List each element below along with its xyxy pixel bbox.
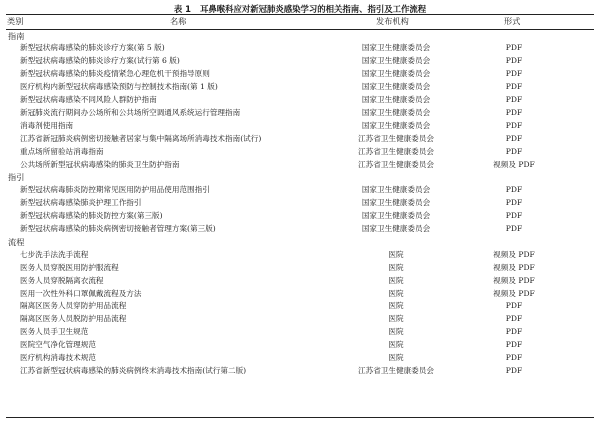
table-row	[0, 210, 600, 223]
format: PDF	[505, 69, 523, 79]
table-row	[0, 197, 600, 210]
header-name: 名称	[170, 16, 187, 26]
format: PDF	[505, 56, 523, 66]
header-category: 类别	[7, 16, 24, 26]
format: PDF	[505, 95, 523, 104]
table-row	[0, 223, 600, 236]
publisher: 国家卫生健康委员会	[361, 43, 431, 53]
format: PDF	[505, 43, 523, 53]
publisher: 国家卫生健康委员会	[361, 185, 431, 195]
header-org: 发布机构	[376, 16, 409, 26]
table-row	[0, 42, 600, 55]
document-name: 新型冠状病毒肺炎防控期常见医用防护用品使用范围指引	[20, 185, 210, 195]
table-row	[0, 326, 600, 339]
format: 视频及 PDF	[493, 288, 535, 298]
format: 视频及 PDF	[493, 275, 535, 285]
format: PDF	[505, 107, 523, 117]
table-row	[0, 288, 600, 301]
document-name: 隔离区医务人员脱防护用品流程	[20, 314, 127, 324]
section-label: 流程	[8, 236, 25, 247]
format: 视频及 PDF	[493, 262, 535, 272]
publisher: 医院	[388, 314, 404, 324]
document-name: 医用一次性外科口罩佩戴流程及方法	[20, 288, 142, 298]
format: PDF	[505, 314, 523, 324]
document-name: 江苏省新冠肺炎病例密切接触者居家与集中隔离场所消毒技术指南(试行)	[20, 133, 262, 143]
table-row	[0, 352, 600, 365]
format: PDF	[505, 120, 523, 130]
document-name: 江苏省新型冠状病毒感染的肺炎病例终末消毒技术指南(试行第二版)	[20, 365, 247, 375]
table-row	[0, 249, 600, 262]
table-row	[0, 365, 600, 378]
document-name: 新型冠状病毒感染的肺炎疫情紧急心理危机干预指导原则	[20, 69, 210, 79]
format: PDF	[505, 365, 523, 375]
table-row	[0, 275, 600, 288]
table-row	[0, 146, 600, 159]
document-name: 医务人员穿脱医用防护服流程	[20, 262, 119, 272]
document-name: 新型冠状病毒感染的肺炎病例密切接触者管理方案(第三版)	[20, 224, 216, 233]
table-row	[0, 81, 600, 94]
publisher: 国家卫生健康委员会	[361, 224, 431, 233]
publisher: 江苏省卫生健康委员会	[358, 146, 434, 156]
publisher: 医院	[388, 288, 404, 298]
section-row	[0, 30, 600, 43]
publisher: 国家卫生健康委员会	[361, 56, 431, 66]
document-name: 新型冠状病毒感染的肺炎诊疗方案(第 5 版)	[20, 43, 165, 53]
table-title: 耳鼻喉科应对新冠肺炎感染学习的相关指南、指引及工作流程	[200, 4, 427, 14]
document-name: 新型冠状病毒感染肺炎护理工作指引	[20, 198, 142, 208]
format: PDF	[505, 327, 523, 337]
document-name: 公共场所新型冠状病毒感染的肺炎卫生防护指南	[20, 159, 180, 169]
format: 视频及 PDF	[493, 249, 535, 259]
document-name: 医务人员手卫生规范	[20, 327, 89, 337]
document-name: 新型冠状病毒感染的肺炎诊疗方案(试行第 6 版)	[20, 56, 180, 66]
header-format: 形式	[504, 16, 521, 26]
table-row	[0, 159, 600, 172]
document-name: 七步洗手法洗手流程	[20, 249, 89, 259]
table-row	[0, 107, 600, 120]
publisher: 国家卫生健康委员会	[361, 95, 431, 104]
document-name: 隔离区医务人员穿防护用品流程	[20, 301, 127, 311]
section-row	[0, 236, 600, 249]
table-row	[0, 120, 600, 133]
format: PDF	[505, 82, 523, 92]
section-label: 指引	[8, 172, 25, 183]
publisher: 江苏省卫生健康委员会	[358, 365, 434, 375]
table-row	[0, 300, 600, 313]
section-label: 指南	[8, 30, 25, 41]
publisher: 医院	[388, 301, 404, 311]
document-name: 新冠肺炎流行期间办公场所和公共场所空调通风系统运行管理指南	[20, 107, 241, 117]
format: PDF	[505, 340, 523, 350]
document-name: 医务人员穿脱隔离衣流程	[20, 275, 104, 285]
publisher: 医院	[388, 262, 404, 272]
format: PDF	[505, 211, 523, 221]
format: PDF	[505, 146, 523, 156]
publisher: 江苏省卫生健康委员会	[358, 159, 434, 169]
publisher: 国家卫生健康委员会	[361, 211, 431, 221]
publisher: 医院	[388, 340, 404, 350]
publisher: 国家卫生健康委员会	[361, 107, 431, 117]
table-row	[0, 68, 600, 81]
section-row	[0, 171, 600, 184]
format: PDF	[505, 133, 523, 143]
format: 视频及 PDF	[493, 159, 535, 169]
publisher: 江苏省卫生健康委员会	[358, 133, 434, 143]
document-name: 医疗机构消毒技术规范	[20, 353, 96, 362]
table-row	[0, 339, 600, 352]
table-row	[0, 94, 600, 107]
publisher: 医院	[388, 327, 404, 337]
publisher: 医院	[388, 353, 404, 362]
publisher: 医院	[388, 249, 404, 259]
table-number: 表 1	[173, 4, 191, 14]
format: PDF	[505, 353, 523, 362]
bottom-rule	[6, 417, 594, 418]
document-name: 消毒剂使用指南	[20, 120, 74, 130]
publisher: 国家卫生健康委员会	[361, 198, 431, 208]
publisher: 国家卫生健康委员会	[361, 82, 431, 92]
document-name: 新型冠状病毒感染不同风险人群防护指南	[20, 95, 157, 104]
format: PDF	[505, 224, 523, 233]
document-name: 新型冠状病毒感染的肺炎防控方案(第三版)	[20, 211, 163, 221]
format: PDF	[505, 185, 523, 195]
table-row	[0, 313, 600, 326]
format: PDF	[505, 198, 523, 208]
document-name: 重点场所留验站消毒指南	[20, 146, 104, 156]
document-name: 医疗机构内新型冠状病毒感染预防与控制技术指南(第 1 版)	[20, 82, 218, 92]
format: PDF	[505, 301, 523, 311]
publisher: 国家卫生健康委员会	[361, 69, 431, 79]
publisher: 国家卫生健康委员会	[361, 120, 431, 130]
document-name: 医院空气净化管理规范	[20, 340, 96, 350]
table-row	[0, 55, 600, 68]
table-row	[0, 184, 600, 197]
table-row	[0, 133, 600, 146]
table-row	[0, 262, 600, 275]
publisher: 医院	[388, 275, 404, 285]
